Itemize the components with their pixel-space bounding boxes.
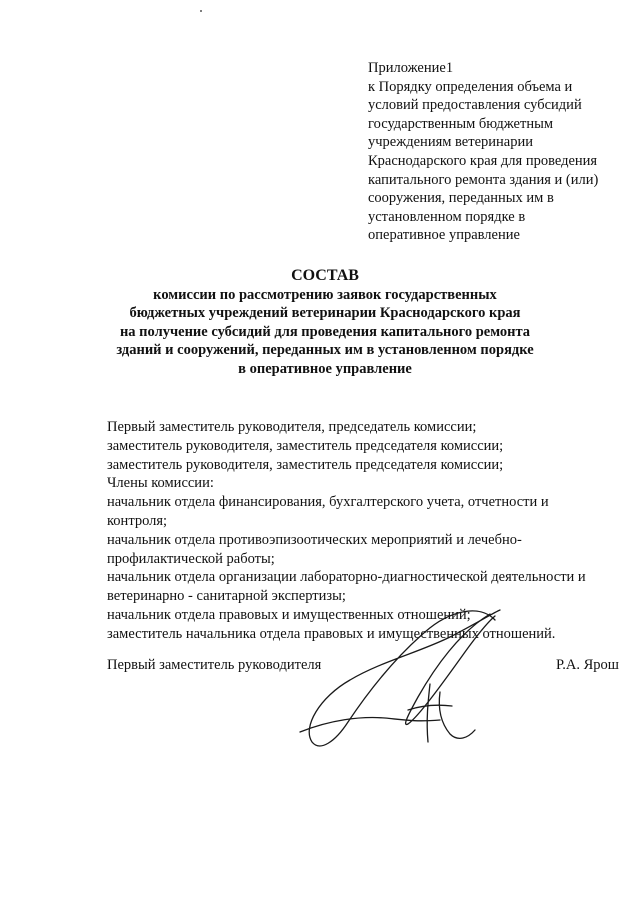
handwritten-signature xyxy=(290,592,530,762)
document-title: СОСТАВ xyxy=(291,267,359,284)
member-line: профилактической работы; xyxy=(107,550,275,567)
document-subtitle-line: на получение субсидий для проведения капитального ремонта xyxy=(119,323,531,340)
appendix-line: Приложение1 xyxy=(368,60,454,76)
appendix-line: сооружения, переданных им в xyxy=(368,190,554,207)
appendix-line: капитального ремонта здания и (или) xyxy=(368,171,599,188)
appendix-line: учреждениям ветеринарии xyxy=(368,134,533,151)
signatory-name: Р.А. Ярош xyxy=(556,657,619,673)
member-line: Члены комиссии: xyxy=(107,475,214,492)
appendix-line: Краснодарского края для проведения xyxy=(368,152,598,169)
member-line: заместитель руководителя, заместитель председателя комиссии; xyxy=(107,456,504,473)
signatory-position: Первый заместитель руководителя xyxy=(107,657,322,673)
document-subtitle-line: в оперативное управление xyxy=(238,360,412,377)
member-line: заместитель начальника отдела правовых и имущественных отношений. xyxy=(107,625,556,642)
document-subtitle-line: бюджетных учреждений ветеринарии Краснодарского края xyxy=(129,305,521,322)
member-line: заместитель руководителя, заместитель председателя комиссии; xyxy=(107,437,504,454)
document-subtitle-line: комиссии по рассмотрению заявок государственных xyxy=(153,287,497,303)
appendix-line: к Порядку определения объема и xyxy=(368,78,573,95)
appendix-line: оперативное управление xyxy=(368,227,520,244)
appendix-block xyxy=(368,59,630,245)
scan-speck xyxy=(200,10,202,12)
member-line: начальник отдела организации лабораторно-диагностической деятельности и xyxy=(107,569,586,586)
document-header xyxy=(60,266,590,378)
appendix-line: государственным бюджетным xyxy=(368,115,554,132)
appendix-line: установленном порядке в xyxy=(368,208,526,225)
document-subtitle-line: зданий и сооружений, переданных им в установленном порядке xyxy=(116,342,534,359)
member-line: контроля; xyxy=(107,512,168,529)
appendix-line: условий предоставления субсидий xyxy=(368,97,582,114)
member-line: начальник отдела финансирования, бухгалтерского учета, отчетности и xyxy=(107,494,549,511)
member-line: начальник отдела правовых и имущественных отношений; xyxy=(107,606,471,623)
member-line: начальник отдела противоэпизоотических мероприятий и лечебно- xyxy=(107,531,522,548)
member-line: Первый заместитель руководителя, председатель комиссии; xyxy=(107,419,477,435)
member-line: ветеринарно - санитарной экспертизы; xyxy=(107,588,346,605)
